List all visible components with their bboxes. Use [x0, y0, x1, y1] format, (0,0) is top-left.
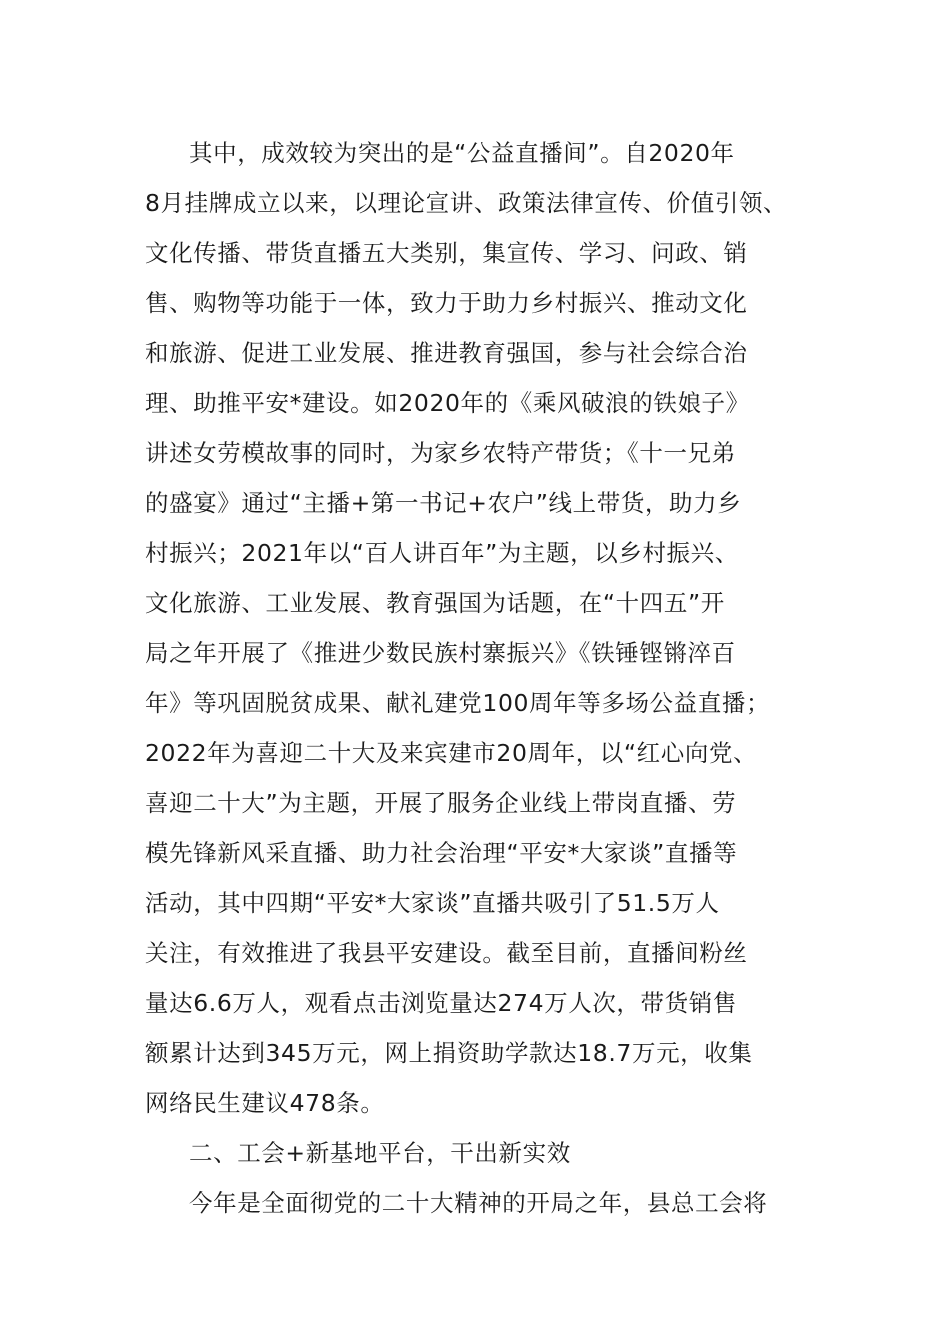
text-line: 额累计达到345万元，网上捐资助学款达18.7万元，收集: [145, 1039, 753, 1067]
text-line: 售、购物等功能于一体，致力于助力乡村振兴、推动文化: [145, 289, 748, 317]
text-line: 年》等巩固脱贫成果、献礼建党100周年等多场公益直播；: [145, 689, 771, 717]
text-line: 讲述女劳模故事的同时，为家乡农特产带货；《十一兄弟: [145, 439, 736, 467]
text-line: 今年是全面彻党的二十大精神的开局之年，县总工会将: [189, 1189, 768, 1217]
text-line: 文化传播、带货直播五大类别，集宣传、学习、问政、销: [145, 239, 748, 267]
text-line: 的盛宴》通过“主播+第一书记+农户”线上带货，助力乡: [145, 489, 742, 517]
text-line: 模先锋新风采直播、助力社会治理“平安*大家谈”直播等: [145, 839, 738, 867]
text-line: 活动，其中四期“平安*大家谈”直播共吸引了51.5万人: [145, 889, 720, 917]
text-line: 村振兴；2021年以“百人讲百年”为主题，以乡村振兴、: [145, 539, 739, 567]
text-line: 关注，有效推进了我县平安建设。截至目前，直播间粉丝: [145, 939, 748, 967]
text-line: 和旅游、促进工业发展、推进教育强国，参与社会综合治: [145, 339, 748, 367]
text-line: 喜迎二十大”为主题，开展了服务企业线上带岗直播、劳: [145, 789, 737, 817]
text-line: 局之年开展了《推进少数民族村寨振兴》《铁锤铿锵淬百: [145, 639, 736, 667]
text-line: 量达6.6万人，观看点击浏览量达274万人次，带货销售: [145, 989, 737, 1017]
section-heading: 二、工会+新基地平台，干出新实效: [189, 1139, 571, 1167]
text-line: 8月挂牌成立以来，以理论宣讲、政策法律宣传、价值引领、: [145, 189, 788, 217]
text-line: 文化旅游、工业发展、教育强国为话题，在“十四五”开: [145, 589, 725, 617]
text-line: 理、助推平安*建设。如2020年的《乘风破浪的铁娘子》: [145, 389, 750, 417]
text-line: 2022年为喜迎二十大及来宾建市20周年，以“红心向党、: [145, 739, 758, 767]
text-line: 网络民生建议478条。: [145, 1089, 385, 1117]
text-line: 其中，成效较为突出的是“公益直播间”。自2020年: [189, 139, 735, 167]
